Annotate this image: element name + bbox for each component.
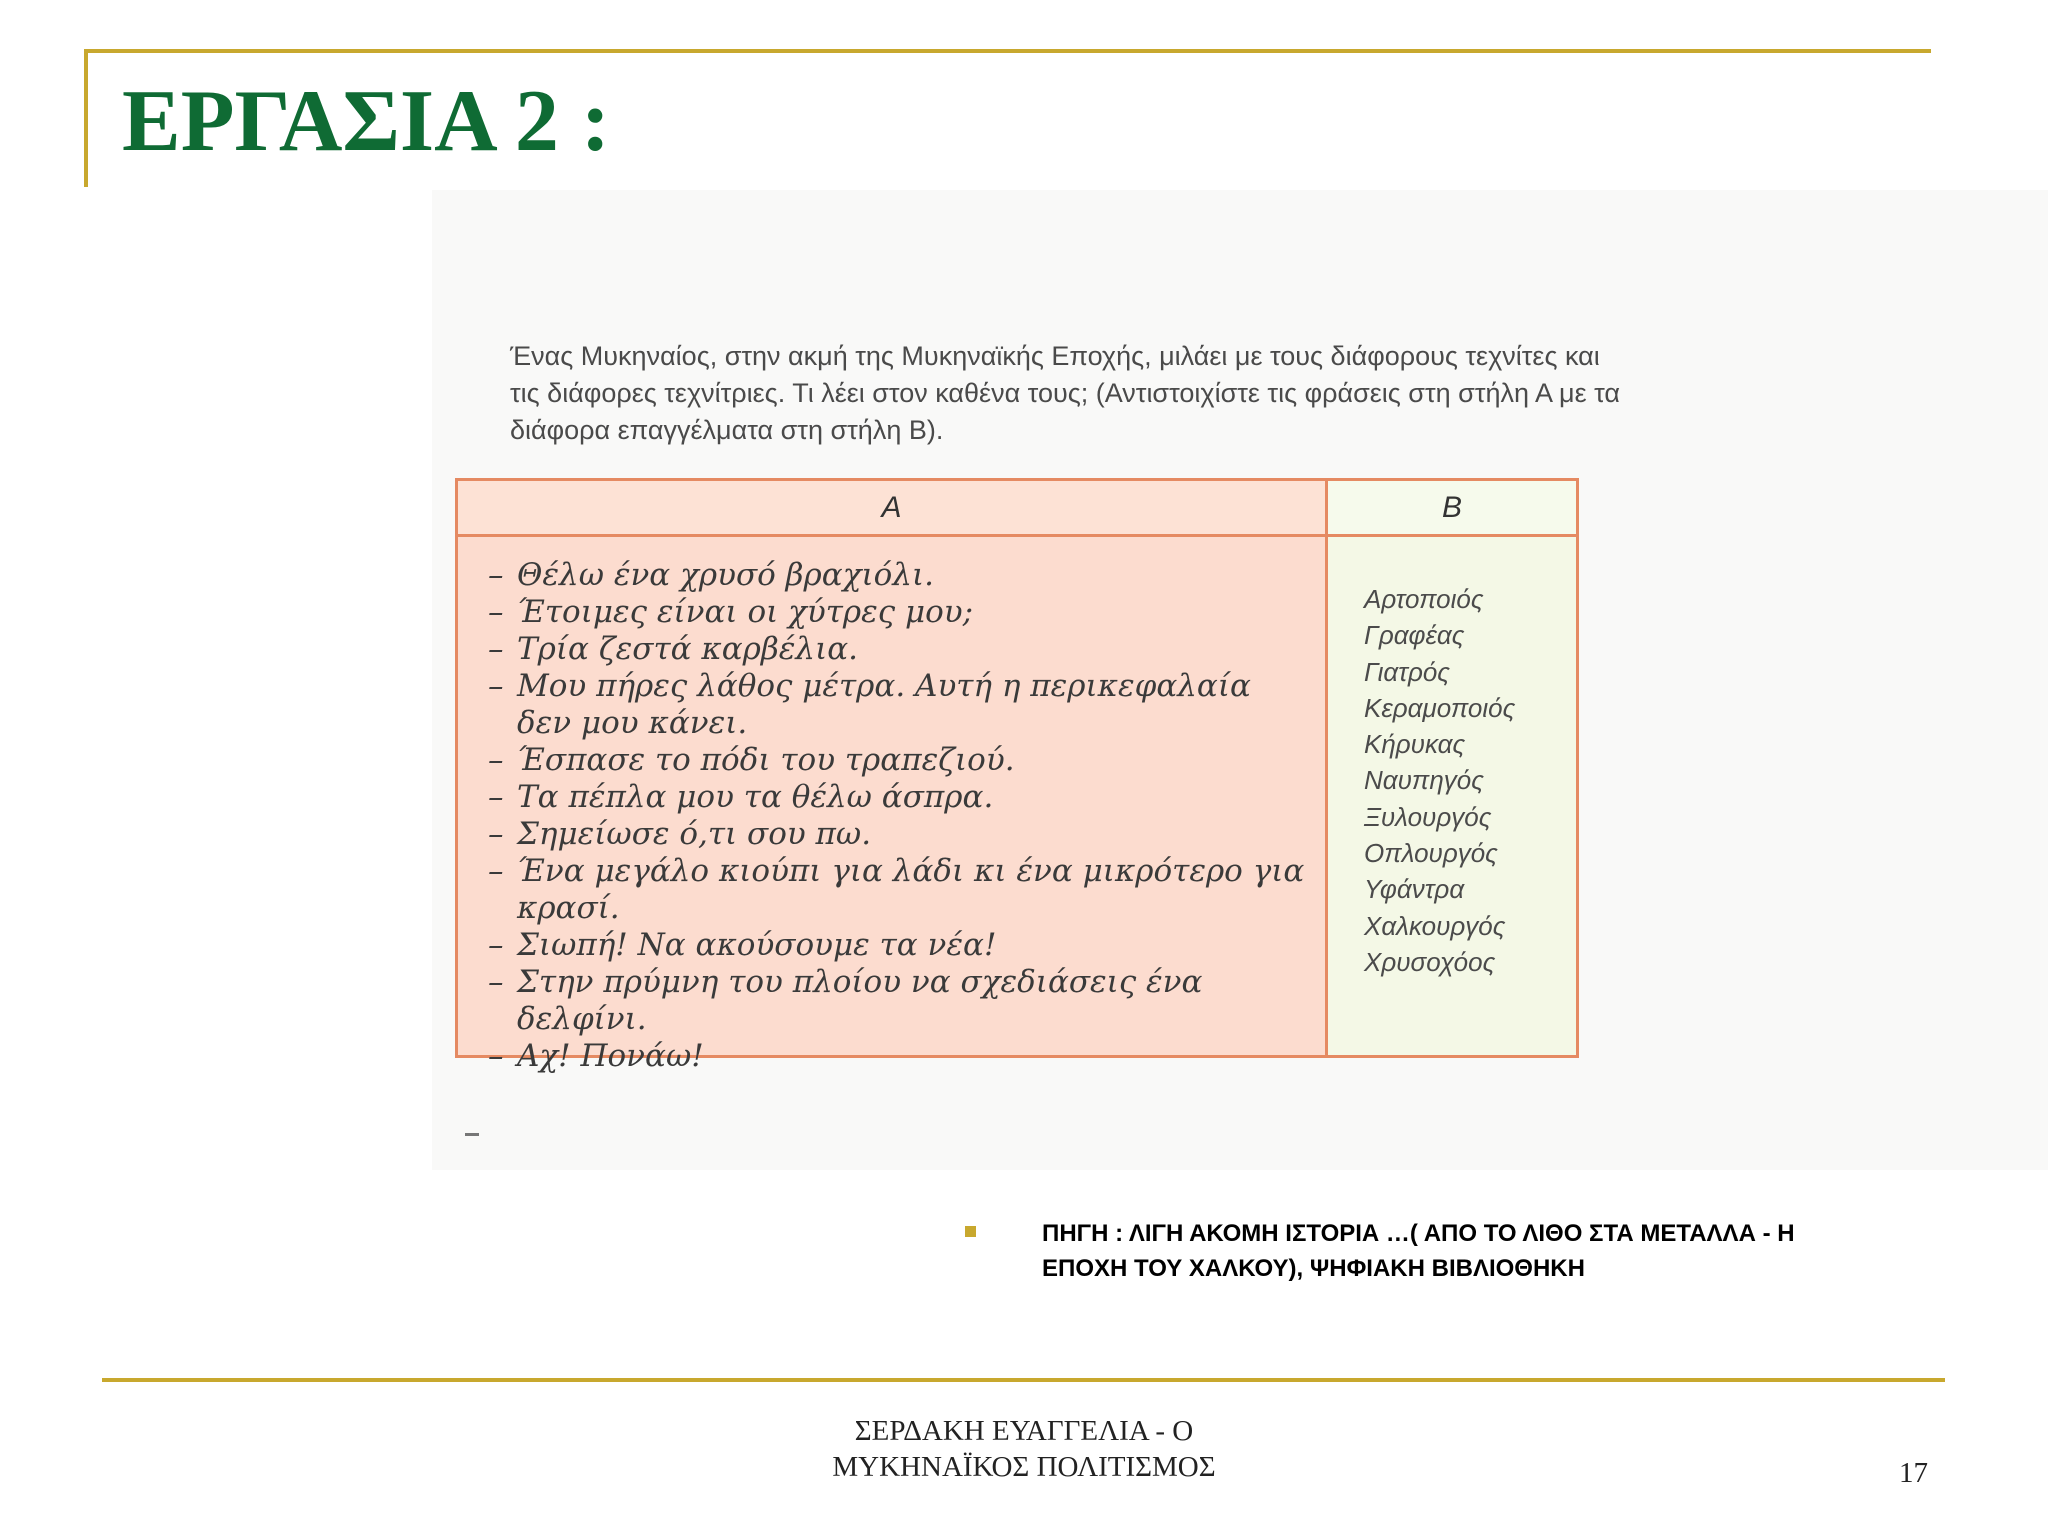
phrase-text: Έτοιμες είναι οι χύτρες μου; [517, 594, 974, 630]
trade-item: Γιατρός [1364, 656, 1450, 687]
trade-item: Γραφέας [1364, 620, 1465, 651]
phrase-text: Τα πέπλα μου τα θέλω άσπρα. [517, 779, 994, 815]
phrase-text: Σημείωσε ό,τι σου πω. [517, 816, 872, 852]
phrase-text: Ένα μεγάλο κιούπι για λάδι κι ένα μικρότερο για κρασί. [517, 853, 1305, 926]
phrase-dash: – [488, 1038, 504, 1074]
phrase-dash: – [488, 631, 504, 667]
trade-item: Οπλουργός [1364, 838, 1498, 869]
phrase-dash: – [488, 557, 504, 593]
footer-rule [102, 1378, 1945, 1382]
exercise-intro: Ένας Μυκηναίος, στην ακμή της Μυκηναϊκής Εποχής, μιλάει με τους διάφορους τεχνίτες και τις διάφορες τεχνίτριες. Τι λέει στον καθένα τους; (Αντιστοιχίστε τις φράσεις στη στήλη Α με τα διάφορα επαγγέλματα στη στήλη Β). [510, 341, 1621, 445]
image-dash-mark [465, 1133, 479, 1136]
phrase-item [488, 668, 1308, 742]
phrase-text: Σιωπή! Να ακούσουμε τα νέα! [517, 927, 997, 963]
trade-item: Αρτοποιός [1364, 584, 1484, 614]
phrase-item [488, 742, 1308, 779]
page-number: 17 [1899, 1457, 1928, 1489]
phrase-item [488, 927, 1308, 964]
trade-list [1364, 581, 1515, 980]
trade-item: Υφάντρα [1364, 874, 1465, 905]
phrase-dash: – [488, 742, 504, 778]
phrase-item [488, 631, 1308, 668]
title-top-rule [84, 49, 1931, 53]
footer-author: ΣΕΡΔΑΚΗ ΕΥΑΓΓΕΛΙΑ - Ο ΜΥΚΗΝΑΪΚΟΣ ΠΟΛΙΤΙΣΜΟΣ [832, 1415, 1216, 1483]
phrase-text: Έσπασε το πόδι του τραπεζιού. [517, 742, 1015, 778]
phrase-dash: – [488, 927, 504, 963]
source-note: ΠΗΓΗ : ΛΙΓΗ ΑΚΟΜΗ ΙΣΤΟΡΙΑ …( ΑΠΟ ΤΟ ΛΙΘΟ ΣΤΑ ΜΕΤΑΛΛΑ - Η ΕΠΟΧΗ ΤΟΥ ΧΑΛΚΟΥ), ΨΗΦΙΑΚΗ ΒΙΒΛΙΟΘΗΚΗ [1042, 1220, 1795, 1282]
phrase-item [488, 853, 1308, 927]
phrase-dash: – [488, 779, 504, 815]
phrase-item [488, 779, 1308, 816]
phrase-text: Θέλω ένα χρυσό βραχιόλι. [517, 557, 934, 593]
phrase-text: Στην πρύμνη του πλοίου να σχεδιάσεις ένα δελφίνι. [517, 964, 1203, 1037]
trade-item: Κήρυκας [1364, 729, 1466, 760]
matching-table [455, 478, 1579, 1074]
phrase-item [488, 594, 1308, 631]
phrase-list [488, 557, 1308, 1075]
trade-item: Χρυσοχόος [1364, 946, 1496, 977]
phrase-text: Αχ! Πονάω! [517, 1038, 704, 1074]
phrase-dash: – [488, 964, 504, 1000]
phrase-item [488, 1038, 1308, 1075]
phrase-item [488, 816, 1308, 853]
column-b [1328, 481, 1576, 1055]
trade-item: Χαλκουργός [1364, 910, 1506, 941]
column-a [458, 481, 1328, 1074]
title-left-rule [84, 49, 88, 187]
phrase-dash: – [488, 853, 504, 889]
trade-item: Κεραμοποιός [1364, 692, 1516, 723]
trade-item: Ξυλουργός [1364, 801, 1492, 832]
phrase-dash: – [488, 816, 504, 852]
phrase-item [488, 964, 1308, 1038]
phrase-dash: – [488, 594, 504, 630]
column-a-header: Α [458, 481, 1325, 537]
bullet-icon [965, 1226, 976, 1237]
trade-item: Ναυπηγός [1364, 765, 1484, 796]
phrase-text: Τρία ζεστά καρβέλια. [517, 631, 859, 667]
slide-title: ΕΡΓΑΣΙΑ 2 : [122, 73, 611, 170]
phrase-dash: – [488, 668, 504, 704]
column-b-header: Β [1328, 481, 1576, 537]
phrase-text: Μου πήρες λάθος μέτρα. Αυτή η περικεφαλαία δεν μου κάνει. [517, 668, 1251, 741]
phrase-item [488, 557, 1308, 594]
